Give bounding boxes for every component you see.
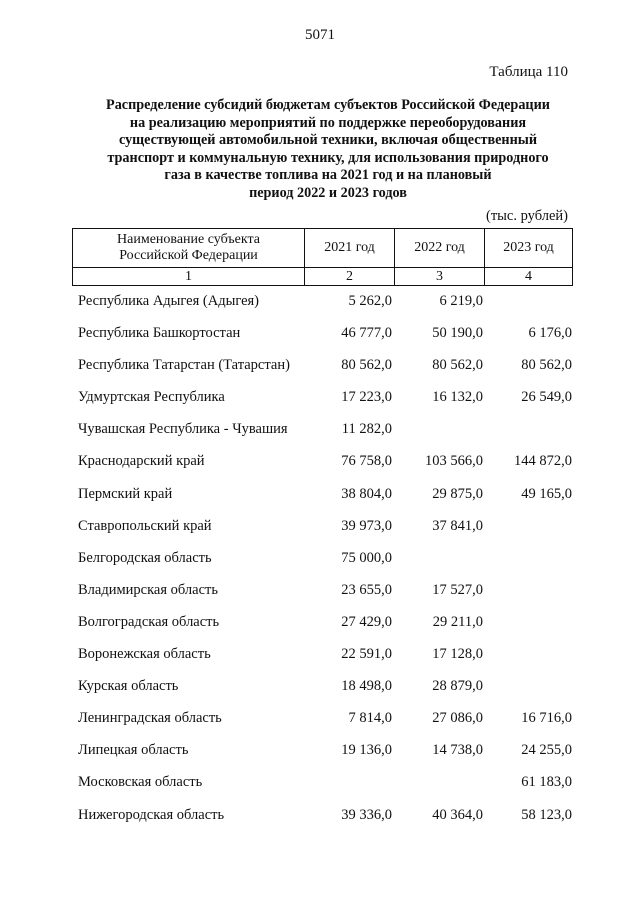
column-header-name-line1: Наименование субъекта [117, 232, 260, 247]
region-name: Краснодарский край [78, 453, 205, 470]
value-2021: 46 777,0 [341, 325, 392, 342]
region-name: Республика Башкортостан [78, 325, 241, 342]
value-2023: 80 562,0 [521, 357, 572, 374]
region-name: Липецкая область [78, 742, 189, 759]
column-header-name-line2: Российской Федерации [119, 248, 258, 263]
title-line: Распределение субсидий бюджетам субъектов Российской Федерации [106, 97, 550, 113]
value-2023: 24 255,0 [521, 742, 572, 759]
region-name: Московская область [78, 774, 203, 791]
document-title [70, 97, 586, 203]
value-2021: 39 336,0 [341, 806, 392, 823]
value-2021: 39 973,0 [341, 517, 392, 534]
value-2021: 11 282,0 [341, 421, 392, 438]
value-2022: 16 132,0 [432, 389, 483, 406]
title-line: существующей автомобильной техники, включая общественный [118, 132, 538, 149]
table-number: Таблица 110 [489, 64, 568, 80]
value-2022: 80 562,0 [432, 357, 483, 374]
value-2021: 76 758,0 [341, 453, 392, 470]
region-name: Ленинградская область [78, 710, 222, 727]
value-2022: 29 875,0 [432, 485, 483, 502]
region-name: Удмуртская Республика [78, 389, 225, 406]
value-2023: 58 123,0 [521, 806, 572, 823]
table-row [72, 550, 572, 582]
table-row [72, 518, 572, 550]
value-2023: 16 716,0 [521, 710, 572, 727]
column-header-2022: 2022 год [395, 229, 485, 268]
table-row [72, 582, 572, 614]
value-2021: 80 562,0 [341, 357, 392, 374]
table-row [72, 678, 572, 710]
column-header-2023: 2023 год [485, 229, 573, 268]
region-name: Ставропольский край [78, 517, 212, 534]
header-row [73, 229, 573, 268]
value-2023: 26 549,0 [521, 389, 572, 406]
table-row [72, 421, 572, 453]
value-2022: 50 190,0 [432, 325, 483, 342]
value-2022: 29 211,0 [432, 613, 483, 630]
column-header-name [73, 229, 305, 268]
column-number: 4 [485, 268, 573, 286]
value-2023: 49 165,0 [521, 485, 572, 502]
value-2023: 61 183,0 [521, 774, 572, 791]
region-name: Пермский край [78, 485, 173, 502]
value-2021: 75 000,0 [341, 549, 392, 566]
title-line: период 2022 и 2023 годов [249, 184, 407, 201]
value-2022: 14 738,0 [432, 742, 483, 759]
table-header [72, 228, 573, 286]
table-row [72, 389, 572, 421]
value-2023: 6 176,0 [528, 325, 572, 342]
table-row [72, 807, 572, 839]
value-2022: 27 086,0 [432, 710, 483, 727]
value-2021: 23 655,0 [341, 581, 392, 598]
column-number: 2 [305, 268, 395, 286]
title-line: на реализацию мероприятий по поддержке переоборудования [129, 114, 527, 131]
units-label: (тыс. рублей) [486, 208, 568, 224]
value-2021: 27 429,0 [341, 613, 392, 630]
title-line: транспорт и коммунальную технику, для использования природного [107, 149, 549, 166]
value-2021: 18 498,0 [341, 678, 392, 695]
column-number: 1 [73, 268, 305, 286]
value-2022: 28 879,0 [432, 678, 483, 695]
region-name: Воронежская область [78, 646, 211, 663]
column-header-2021: 2021 год [305, 229, 395, 268]
title-line: газа в качестве топлива на 2021 год и на плановый [164, 167, 492, 184]
table-row [72, 293, 572, 325]
value-2022: 40 364,0 [432, 806, 483, 823]
table-row [72, 614, 572, 646]
table-row [72, 357, 572, 389]
table-row [72, 774, 572, 806]
value-2021: 17 223,0 [341, 389, 392, 406]
value-2022: 17 128,0 [432, 646, 483, 663]
column-number: 3 [395, 268, 485, 286]
table-row [72, 453, 572, 485]
value-2021: 22 591,0 [341, 646, 392, 663]
table-row [72, 486, 572, 518]
value-2021: 19 136,0 [341, 742, 392, 759]
value-2022: 103 566,0 [425, 453, 483, 470]
region-name: Республика Татарстан (Татарстан) [78, 357, 290, 374]
table-body [72, 293, 572, 839]
table-row [72, 325, 572, 357]
region-name: Волгоградская область [78, 613, 220, 630]
table-row [72, 742, 572, 774]
value-2023: 144 872,0 [514, 453, 572, 470]
region-name: Белгородская область [78, 549, 212, 566]
value-2021: 7 814,0 [348, 710, 392, 727]
region-name: Нижегородская область [78, 806, 225, 823]
column-number-row [73, 268, 573, 286]
value-2022: 17 527,0 [432, 581, 483, 598]
table-row [72, 646, 572, 678]
value-2021: 5 262,0 [348, 293, 392, 309]
value-2022: 6 219,0 [439, 293, 483, 309]
region-name: Владимирская область [78, 581, 218, 598]
value-2022: 37 841,0 [432, 517, 483, 534]
region-name: Республика Адыгея (Адыгея) [78, 293, 260, 309]
table-row [72, 710, 572, 742]
region-name: Курская область [78, 678, 179, 695]
value-2021: 38 804,0 [341, 485, 392, 502]
region-name: Чувашская Республика - Чувашия [78, 421, 288, 438]
page-number: 5071 [305, 27, 335, 43]
